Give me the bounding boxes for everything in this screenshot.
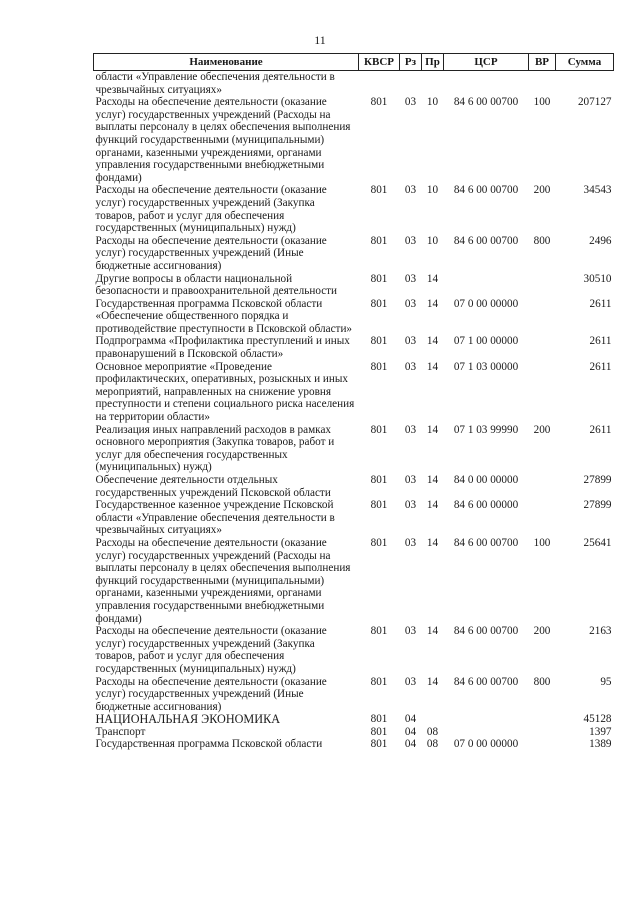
table-row [94,499,614,537]
row-pr: 14 [426,297,439,310]
row-vr: 200 [533,184,551,197]
row-csr: 84 6 00 00000 [453,499,519,512]
table-row [94,361,614,424]
row-name: области «Управление обеспечения деятельности в чрезвычайных ситуациях» [95,71,335,96]
header-rz: Рз [400,54,422,71]
row-rz: 03 [404,297,417,310]
row-rz [400,71,422,97]
table-header-row [94,54,614,71]
row-csr: 07 0 00 00000 [453,738,519,751]
row-csr: 07 1 00 00000 [453,335,519,348]
table-row [94,96,614,184]
header-vr: ВР [529,54,556,71]
row-sum: 2611 [589,423,612,436]
budget-table [93,53,614,751]
row-sum: 30510 [583,272,612,285]
row-pr: 08 [426,725,439,738]
row-csr: 07 1 03 99990 [453,423,519,436]
row-vr [529,273,556,298]
row-vr [529,738,556,751]
header-sum: Сумма [556,54,614,71]
row-csr: 84 6 00 00700 [453,234,519,247]
row-sum: 25641 [583,536,612,549]
row-rz: 03 [404,184,417,197]
row-sum: 45128 [583,713,612,726]
row-name: Расходы на обеспечение деятельности (оказание услуг) государственных учреждений (Иные бюджетные ассигнования) [95,675,327,713]
table-row [94,625,614,675]
row-csr: 84 6 00 00700 [453,184,519,197]
row-sum [556,71,614,97]
row-pr [422,71,444,97]
row-kvsr: 801 [370,536,388,549]
table-row [94,71,614,97]
row-sum: 27899 [583,499,612,512]
row-name: Другие вопросы в области национальной безопасности и правоохранительной деятельности [95,272,338,298]
row-sum: 2163 [589,625,612,638]
table-row [94,537,614,625]
row-kvsr: 801 [370,272,388,285]
row-pr: 14 [426,272,439,285]
row-pr: 10 [426,184,439,197]
row-name: Расходы на обеспечение деятельности (оказание услуг) государственных учреждений (Иные бюджетные ассигнования) [95,234,327,272]
row-sum: 2611 [589,360,612,373]
row-rz: 03 [404,96,417,109]
row-pr: 14 [426,474,439,486]
row-pr: 14 [426,423,439,436]
table-body [94,71,614,752]
row-vr: 100 [533,536,551,549]
row-kvsr: 801 [370,474,388,486]
row-rz: 03 [404,625,417,638]
row-kvsr: 801 [370,297,388,310]
row-name: Государственное казенное учреждение Псковской области «Управление обеспечения деятельности в чрезвычайных ситуациях» [95,499,335,537]
row-sum: 1389 [589,738,612,751]
row-csr: 07 1 03 00000 [453,360,519,373]
row-rz: 03 [404,474,417,486]
row-csr: 84 6 00 00700 [453,675,519,688]
table-row [94,676,614,714]
table-row [94,726,614,739]
row-kvsr: 801 [370,335,388,348]
table-row [94,184,614,234]
row-rz: 03 [404,423,417,436]
table-row [94,713,614,726]
row-vr [529,713,556,726]
row-vr: 200 [533,625,551,638]
row-pr: 14 [426,675,439,688]
row-sum: 95 [600,675,612,688]
row-kvsr [359,71,400,97]
row-pr: 08 [426,738,439,751]
row-name: Обеспечение деятельности отдельных государственных учреждений Псковской области [95,474,331,499]
row-csr: 84 6 00 00700 [453,536,519,549]
header-name: Наименование [94,54,359,71]
row-sum: 207127 [577,96,612,109]
row-vr: 200 [533,423,551,436]
row-vr [529,298,556,336]
row-rz: 03 [404,272,417,285]
row-sum: 2496 [589,234,612,247]
row-name: Государственная программа Псковской области «Обеспечение общественного порядка и противодействие преступности в Псковской области» [95,297,353,335]
page-number: 11 [314,33,326,47]
row-rz: 03 [404,360,417,373]
row-kvsr: 801 [370,184,388,197]
row-kvsr: 801 [370,675,388,688]
row-name: Государственная программа Псковской области [95,738,323,751]
row-pr: 14 [426,499,439,512]
row-vr [529,474,556,499]
row-name: Расходы на обеспечение деятельности (оказание услуг) государственных учреждений (Закупка товаров, работ и услуг для обеспечения государственных (муниципальных) нужд) [95,184,327,235]
table-row [94,474,614,499]
row-name: Расходы на обеспечение деятельности (оказание услуг) государственных учреждений (Расходы на выплаты персоналу в целях обеспечения выполнения функций государственными (муниципальными) органами, казенными учреждениями, органами управления государственными внебюджетными фондами) [95,96,351,184]
header-pr: Пр [422,54,444,71]
row-vr [529,335,556,360]
row-name: Основное мероприятие «Проведение профилактических, оперативных, розыскных и иных мероприятий, направленных на снижение уровня преступности и степени социального риска населения на территории области» [95,360,355,424]
row-rz: 04 [404,738,417,751]
row-kvsr: 801 [370,625,388,638]
row-kvsr: 801 [370,360,388,373]
row-name: НАЦИОНАЛЬНАЯ ЭКОНОМИКА [95,712,280,727]
table-row [94,424,614,474]
row-kvsr: 801 [370,499,388,512]
row-rz: 03 [404,499,417,512]
row-csr [444,726,529,739]
row-csr: 84 0 00 00000 [453,474,519,486]
row-rz: 03 [404,536,417,549]
row-vr: 800 [533,675,551,688]
row-sum: 2611 [589,335,612,348]
row-pr: 10 [426,96,439,109]
row-pr: 10 [426,234,439,247]
row-csr: 84 6 00 00700 [453,625,519,638]
row-sum: 34543 [583,184,612,197]
row-rz: 03 [404,335,417,348]
row-name: Расходы на обеспечение деятельности (оказание услуг) государственных учреждений (Расходы на выплаты персоналу в целях обеспечения выполнения функций государственными (муниципальными) органами, казенными учреждениями, органами управления государственными внебюджетными фондами) [95,536,351,625]
row-csr [444,713,529,726]
table-row [94,738,614,751]
row-pr: 14 [426,536,439,549]
table-row [94,273,614,298]
row-rz: 03 [404,675,417,688]
table-row [94,298,614,336]
row-pr: 14 [426,360,439,373]
row-name: Расходы на обеспечение деятельности (оказание услуг) государственных учреждений (Закупка товаров, работ и услуг для обеспечения государственных (муниципальных) нужд) [95,625,327,675]
row-name: Транспорт [95,725,146,738]
row-rz: 04 [404,725,417,738]
row-vr [529,71,556,97]
row-sum: 27899 [583,474,612,486]
row-rz: 03 [404,234,417,247]
table-row [94,235,614,273]
table-row [94,335,614,360]
row-sum: 2611 [589,297,612,310]
row-rz: 04 [404,713,417,726]
row-csr [444,273,529,298]
row-pr: 14 [426,335,439,348]
row-kvsr: 801 [370,423,388,436]
row-csr: 84 6 00 00700 [453,96,519,109]
row-kvsr: 801 [370,725,388,738]
row-kvsr: 801 [370,96,388,109]
row-csr [444,71,529,97]
row-sum: 1397 [589,725,612,738]
row-vr: 100 [533,96,551,109]
header-kvsr: КВСР [359,54,400,71]
row-kvsr: 801 [370,738,388,751]
row-csr: 07 0 00 00000 [453,297,519,310]
row-vr [529,499,556,537]
row-name: Подпрограмма «Профилактика преступлений и иных правонарушений в Псковской области» [95,335,350,361]
header-csr: ЦСР [444,54,529,71]
row-kvsr: 801 [370,713,388,726]
row-kvsr: 801 [370,234,388,247]
row-name: Реализация иных направлений расходов в рамках основного мероприятия (Закупка товаров, работ и услуг для обеспечения государственных (муниципальных) нужд) [95,423,335,474]
row-pr [422,713,444,726]
row-vr [529,726,556,739]
row-vr: 800 [533,234,551,247]
row-vr [529,361,556,424]
row-pr: 14 [426,625,439,638]
